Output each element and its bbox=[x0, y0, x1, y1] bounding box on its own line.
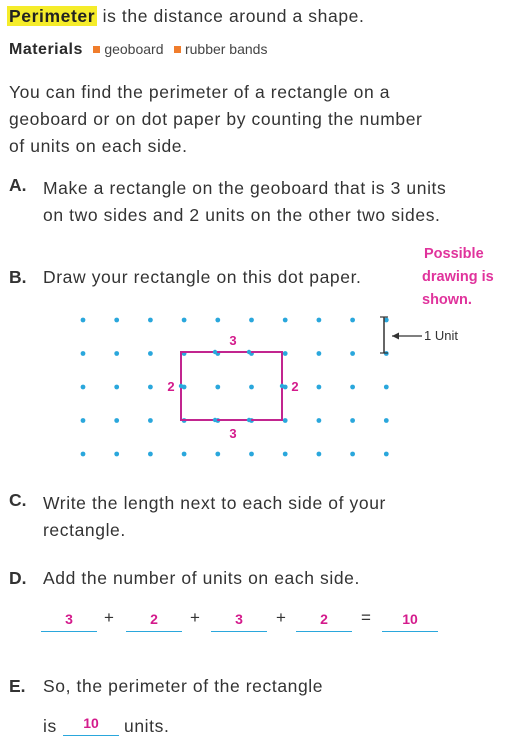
step-e-line1: So, the perimeter of the rectangle bbox=[43, 676, 324, 696]
step-e-units: units. bbox=[124, 716, 170, 736]
drawn-rectangle bbox=[181, 352, 282, 420]
perimeter-answer-blank: 10 bbox=[63, 713, 119, 736]
grid-dot bbox=[317, 385, 322, 390]
grid-dot bbox=[81, 452, 86, 457]
grid-dot bbox=[350, 452, 355, 457]
grid-dot bbox=[215, 318, 220, 323]
grid-dot bbox=[384, 452, 389, 457]
grid-dot bbox=[249, 452, 254, 457]
addend-blank-3: 3 bbox=[211, 609, 267, 632]
grid-dot bbox=[182, 452, 187, 457]
grid-dot bbox=[114, 351, 119, 356]
grid-dot bbox=[249, 385, 254, 390]
grid-dot bbox=[350, 351, 355, 356]
addend-blank-2: 2 bbox=[126, 609, 182, 632]
text-segment: units on the other two sides. bbox=[199, 205, 441, 225]
step-b-letter: B. bbox=[9, 267, 27, 287]
side-label-top: 3 bbox=[229, 333, 237, 348]
text-segment: Make a rectangle on the geoboard that is bbox=[43, 178, 391, 198]
grid-dot bbox=[317, 318, 322, 323]
plus-sign: + bbox=[190, 608, 200, 627]
grid-dot bbox=[249, 318, 254, 323]
step-a-letter: A. bbox=[9, 175, 27, 195]
grid-dot bbox=[81, 318, 86, 323]
grid-dot bbox=[283, 418, 288, 423]
addend-blank-1: 3 bbox=[41, 609, 97, 632]
perimeter-term: Perimeter bbox=[9, 6, 96, 26]
grid-dot bbox=[148, 385, 153, 390]
grid-dot bbox=[283, 318, 288, 323]
grid-dot bbox=[317, 452, 322, 457]
grid-dot bbox=[283, 452, 288, 457]
step-c-text bbox=[43, 490, 386, 544]
step-c-line: rectangle. bbox=[43, 520, 126, 540]
number-two: 2 bbox=[189, 205, 200, 225]
grid-dot bbox=[350, 318, 355, 323]
step-a-line bbox=[43, 175, 446, 202]
sum-blank: 10 bbox=[382, 609, 438, 632]
materials-label: Materials bbox=[9, 41, 83, 58]
intro-paragraph bbox=[9, 79, 422, 160]
material-item: rubber bands bbox=[184, 41, 268, 57]
text-segment: on two sides and bbox=[43, 205, 190, 225]
grid-dot bbox=[148, 318, 153, 323]
number-three: 3 bbox=[390, 178, 401, 198]
edge-dot bbox=[247, 418, 251, 422]
paragraph-line: of units on each side. bbox=[9, 136, 188, 156]
grid-dot bbox=[384, 385, 389, 390]
equals-sign: = bbox=[361, 608, 371, 627]
grid-dot bbox=[148, 452, 153, 457]
grid-dot bbox=[182, 318, 187, 323]
paragraph-line: You can find the perimeter of a rectangle on a bbox=[9, 82, 391, 102]
grid-dot bbox=[215, 385, 220, 390]
step-a-text bbox=[43, 175, 446, 229]
grid-dot bbox=[350, 418, 355, 423]
plus-sign: + bbox=[276, 608, 286, 627]
grid-dot bbox=[317, 418, 322, 423]
grid-dot bbox=[114, 452, 119, 457]
text-segment: units bbox=[400, 178, 447, 198]
step-c-line: Write the length next to each side of your bbox=[43, 493, 386, 513]
edge-dot bbox=[213, 350, 217, 354]
grid-dot bbox=[81, 351, 86, 356]
step-e-letter: E. bbox=[9, 676, 26, 696]
edge-dot bbox=[247, 350, 251, 354]
materials-line bbox=[9, 41, 267, 59]
paragraph-line: geoboard or on dot paper by counting the number bbox=[9, 109, 423, 129]
addend-blank-4: 2 bbox=[296, 609, 352, 632]
unit-label: 1 Unit bbox=[424, 328, 458, 343]
grid-dot bbox=[148, 351, 153, 356]
bullet-square-icon bbox=[93, 46, 100, 53]
step-d-text: Add the number of units on each side. bbox=[43, 568, 360, 588]
bullet-square-icon bbox=[174, 46, 181, 53]
material-item: geoboard bbox=[104, 41, 164, 57]
grid-dot bbox=[114, 418, 119, 423]
grid-dot bbox=[114, 385, 119, 390]
side-label-left: 2 bbox=[167, 379, 175, 394]
grid-dot bbox=[350, 385, 355, 390]
grid-dot bbox=[81, 418, 86, 423]
perimeter-definition: is the distance around a shape. bbox=[102, 6, 365, 26]
note-line: drawing is bbox=[422, 269, 494, 285]
step-a-line bbox=[43, 202, 446, 229]
edge-dot bbox=[179, 384, 183, 388]
arrow-left-icon bbox=[392, 333, 399, 340]
side-label-bottom: 3 bbox=[229, 426, 237, 441]
grid-dot bbox=[215, 452, 220, 457]
grid-dot bbox=[148, 418, 153, 423]
edge-dot bbox=[280, 384, 284, 388]
grid-dot bbox=[114, 318, 119, 323]
intro-line bbox=[7, 6, 364, 27]
note-line: Possible bbox=[424, 246, 484, 262]
step-c-letter: C. bbox=[9, 490, 27, 510]
side-label-right: 2 bbox=[291, 379, 299, 394]
grid-dot bbox=[317, 351, 322, 356]
grid-dot bbox=[283, 351, 288, 356]
plus-sign: + bbox=[104, 608, 114, 627]
step-d-letter: D. bbox=[9, 568, 27, 588]
edge-dot bbox=[213, 418, 217, 422]
step-e-is: is bbox=[43, 716, 57, 736]
rectangle-corner-dots bbox=[179, 350, 284, 422]
grid-dot bbox=[384, 418, 389, 423]
dot-paper bbox=[0, 300, 520, 470]
grid-dot bbox=[81, 385, 86, 390]
step-b-text: Draw your rectangle on this dot paper. bbox=[43, 267, 362, 287]
note-line: shown. bbox=[422, 292, 472, 308]
